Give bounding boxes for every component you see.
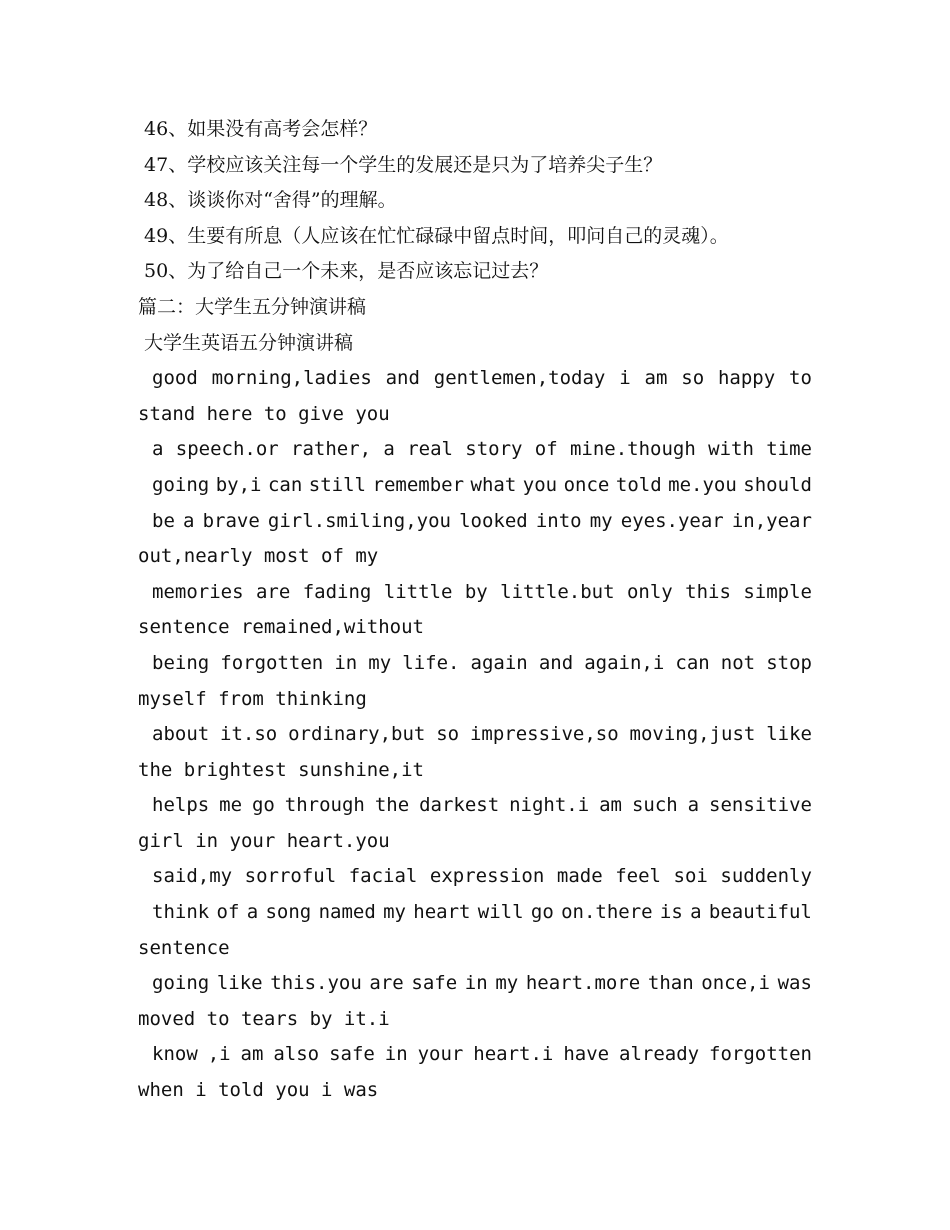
speech-word: like xyxy=(216,972,263,995)
speech-word: going xyxy=(152,473,210,496)
speech-word: night.i xyxy=(509,794,590,817)
speech-word: little xyxy=(383,580,453,603)
speech-word: once,i xyxy=(701,972,770,995)
list-item: 48、谈谈你对“舍得”的理解。 xyxy=(138,189,397,212)
speech-word: will xyxy=(477,901,524,924)
speech-word: made xyxy=(556,865,603,888)
speech-word: expression xyxy=(429,865,545,888)
speech-word: again,i xyxy=(584,651,665,674)
speech-word: in xyxy=(464,972,488,995)
speech-word: safe xyxy=(329,1043,375,1066)
speech-line xyxy=(138,504,812,540)
speech-word: this.you xyxy=(270,972,362,995)
speech-word: story xyxy=(465,438,523,461)
speech-word: and xyxy=(538,651,574,674)
speech-word: by xyxy=(464,580,488,603)
speech-line xyxy=(138,717,812,753)
speech-word: morning,ladies xyxy=(211,367,372,390)
speech-word: my xyxy=(383,901,406,924)
topic-list xyxy=(138,112,812,290)
speech-line: sentence xyxy=(138,936,230,959)
speech-word: told xyxy=(615,473,662,496)
speech-word: than xyxy=(647,972,694,995)
speech-word: simple xyxy=(743,580,812,603)
speech-line xyxy=(138,361,812,397)
speech-word: so xyxy=(436,723,460,746)
speech-word: a xyxy=(246,901,259,924)
speech-line: myself from thinking xyxy=(138,687,367,710)
speech-word: should xyxy=(743,473,812,496)
speech-line: sentence remained,without xyxy=(138,616,424,639)
speech-word: my xyxy=(495,972,519,995)
speech-word: you xyxy=(522,473,558,496)
speech-word: your xyxy=(417,1043,464,1066)
speech-word: go xyxy=(251,794,275,817)
speech-word: a xyxy=(687,794,700,817)
speech-word: time xyxy=(766,438,812,461)
speech-word: with xyxy=(708,438,754,461)
speech-word: brave xyxy=(202,509,260,532)
list-item: 50、为了给自己一个未来，是否应该忘记过去？ xyxy=(138,260,549,283)
speech-word: gentlemen,today xyxy=(433,367,606,390)
speech-title: 大学生英语五分钟演讲稿 xyxy=(138,331,354,354)
speech-word: through xyxy=(284,794,365,817)
speech-word: to xyxy=(789,367,812,390)
speech-line xyxy=(138,646,812,682)
speech-body xyxy=(138,361,812,1108)
speech-word: again xyxy=(470,651,528,674)
speech-word: moving,just xyxy=(629,723,756,746)
speech-word: not xyxy=(720,651,756,674)
speech-word: real xyxy=(407,438,453,461)
speech-word: a xyxy=(383,438,395,461)
speech-line: girl in your heart.you xyxy=(138,829,390,852)
speech-word: sensitive xyxy=(709,794,812,817)
speech-word: this xyxy=(685,580,731,603)
speech-word: facial xyxy=(348,865,418,888)
speech-word: mine.though xyxy=(569,438,696,461)
speech-word: sorroful xyxy=(244,865,337,888)
speech-word: memories xyxy=(152,580,244,603)
speech-word: forgotten xyxy=(709,1043,812,1066)
speech-word: eyes.year xyxy=(620,509,724,532)
speech-word: it.so xyxy=(220,723,278,746)
speech-word: a xyxy=(152,438,164,461)
speech-word: named xyxy=(318,901,376,924)
speech-word: rather, xyxy=(291,438,372,461)
speech-word: of xyxy=(216,901,240,924)
speech-word: a xyxy=(183,509,195,532)
speech-line xyxy=(138,966,812,1002)
speech-word: and xyxy=(385,367,420,390)
speech-word: have xyxy=(563,1043,610,1066)
speech-word: song xyxy=(265,901,312,924)
speech-word: ,i xyxy=(207,1043,231,1066)
speech-word: being xyxy=(152,651,210,674)
speech-word: what xyxy=(470,473,517,496)
speech-line: when i told you i was xyxy=(138,1079,379,1102)
speech-word: soi xyxy=(673,865,708,888)
speech-word: also xyxy=(273,1043,320,1066)
speech-word: speech.or xyxy=(175,438,279,461)
speech-line xyxy=(138,859,812,895)
speech-line: stand here to give you xyxy=(138,402,390,425)
speech-word: happy xyxy=(717,367,776,390)
speech-word: little.but xyxy=(500,580,615,603)
speech-word: was xyxy=(777,972,812,995)
speech-word: of xyxy=(534,438,558,461)
speech-word: heart.more xyxy=(525,972,641,995)
speech-word: i xyxy=(619,367,631,390)
speech-line: the brightest sunshine,it xyxy=(138,758,424,781)
speech-word: is xyxy=(659,901,683,924)
speech-word: in xyxy=(334,651,358,674)
speech-word: am xyxy=(644,367,668,390)
speech-word: me xyxy=(219,794,243,817)
list-item: 49、生要有所息（人应该在忙忙碌碌中留点时间，叩问自己的灵魂）。 xyxy=(138,224,729,247)
speech-word: like xyxy=(766,723,812,746)
speech-line xyxy=(138,788,812,824)
speech-word: girl.smiling,you xyxy=(267,509,451,532)
speech-word: ordinary,but xyxy=(288,723,426,746)
speech-word: heart xyxy=(413,901,471,924)
speech-word: can xyxy=(267,473,303,496)
speech-word: already xyxy=(619,1043,700,1066)
speech-line: out,nearly most of my xyxy=(138,545,379,568)
speech-word: beautiful xyxy=(708,901,812,924)
speech-word: on.there xyxy=(561,901,653,924)
speech-line xyxy=(138,895,812,931)
section-heading: 篇二：大学生五分钟演讲稿 xyxy=(138,295,367,318)
speech-word: me.you xyxy=(668,473,737,496)
speech-line xyxy=(138,468,812,504)
speech-word: such xyxy=(631,794,678,817)
speech-word: into xyxy=(535,509,582,532)
speech-word: be xyxy=(152,509,175,532)
speech-word: am xyxy=(599,794,622,817)
speech-line xyxy=(138,432,812,468)
speech-word: a xyxy=(690,901,702,924)
speech-word: know xyxy=(152,1043,198,1066)
speech-word: so xyxy=(681,367,705,390)
speech-word: good xyxy=(152,367,198,390)
speech-word: by,i xyxy=(215,473,262,496)
speech-word: once xyxy=(563,473,610,496)
speech-word: in,year xyxy=(731,509,812,532)
speech-line: moved to tears by it.i xyxy=(138,1007,390,1030)
speech-word: darkest xyxy=(419,794,500,817)
list-item: 47、学校应该关注每一个学生的发展还是只为了培养尖子生？ xyxy=(138,153,663,176)
speech-line xyxy=(138,575,812,611)
speech-word: go xyxy=(530,901,554,924)
speech-word: going xyxy=(152,972,210,995)
speech-word: remember xyxy=(372,473,465,496)
speech-word: in xyxy=(384,1043,408,1066)
speech-line xyxy=(138,1037,812,1073)
speech-word: safe xyxy=(411,972,458,995)
speech-word: life. xyxy=(402,651,460,674)
speech-word: forgotten xyxy=(220,651,324,674)
speech-word: can xyxy=(675,651,710,674)
speech-word: am xyxy=(240,1043,264,1066)
speech-word: think xyxy=(152,901,210,924)
speech-word: are xyxy=(255,580,291,603)
speech-word: heart.i xyxy=(473,1043,554,1066)
speech-word: suddenly xyxy=(720,865,812,888)
speech-word: looked xyxy=(459,509,528,532)
speech-word: stop xyxy=(766,651,812,674)
speech-word: said,my xyxy=(152,865,233,888)
speech-word: my xyxy=(589,509,613,532)
speech-word: only xyxy=(626,580,673,603)
speech-word: about xyxy=(152,723,210,746)
speech-word: are xyxy=(369,972,404,995)
speech-word: my xyxy=(368,651,392,674)
list-item: 46、如果没有高考会怎样？ xyxy=(138,118,378,140)
speech-word: fading xyxy=(302,580,372,603)
speech-word: still xyxy=(308,473,366,496)
speech-word: helps xyxy=(152,794,210,817)
speech-word: feel xyxy=(615,865,661,888)
speech-word: impressive,so xyxy=(469,723,619,746)
speech-word: the xyxy=(374,794,410,817)
document-body xyxy=(138,112,812,1109)
